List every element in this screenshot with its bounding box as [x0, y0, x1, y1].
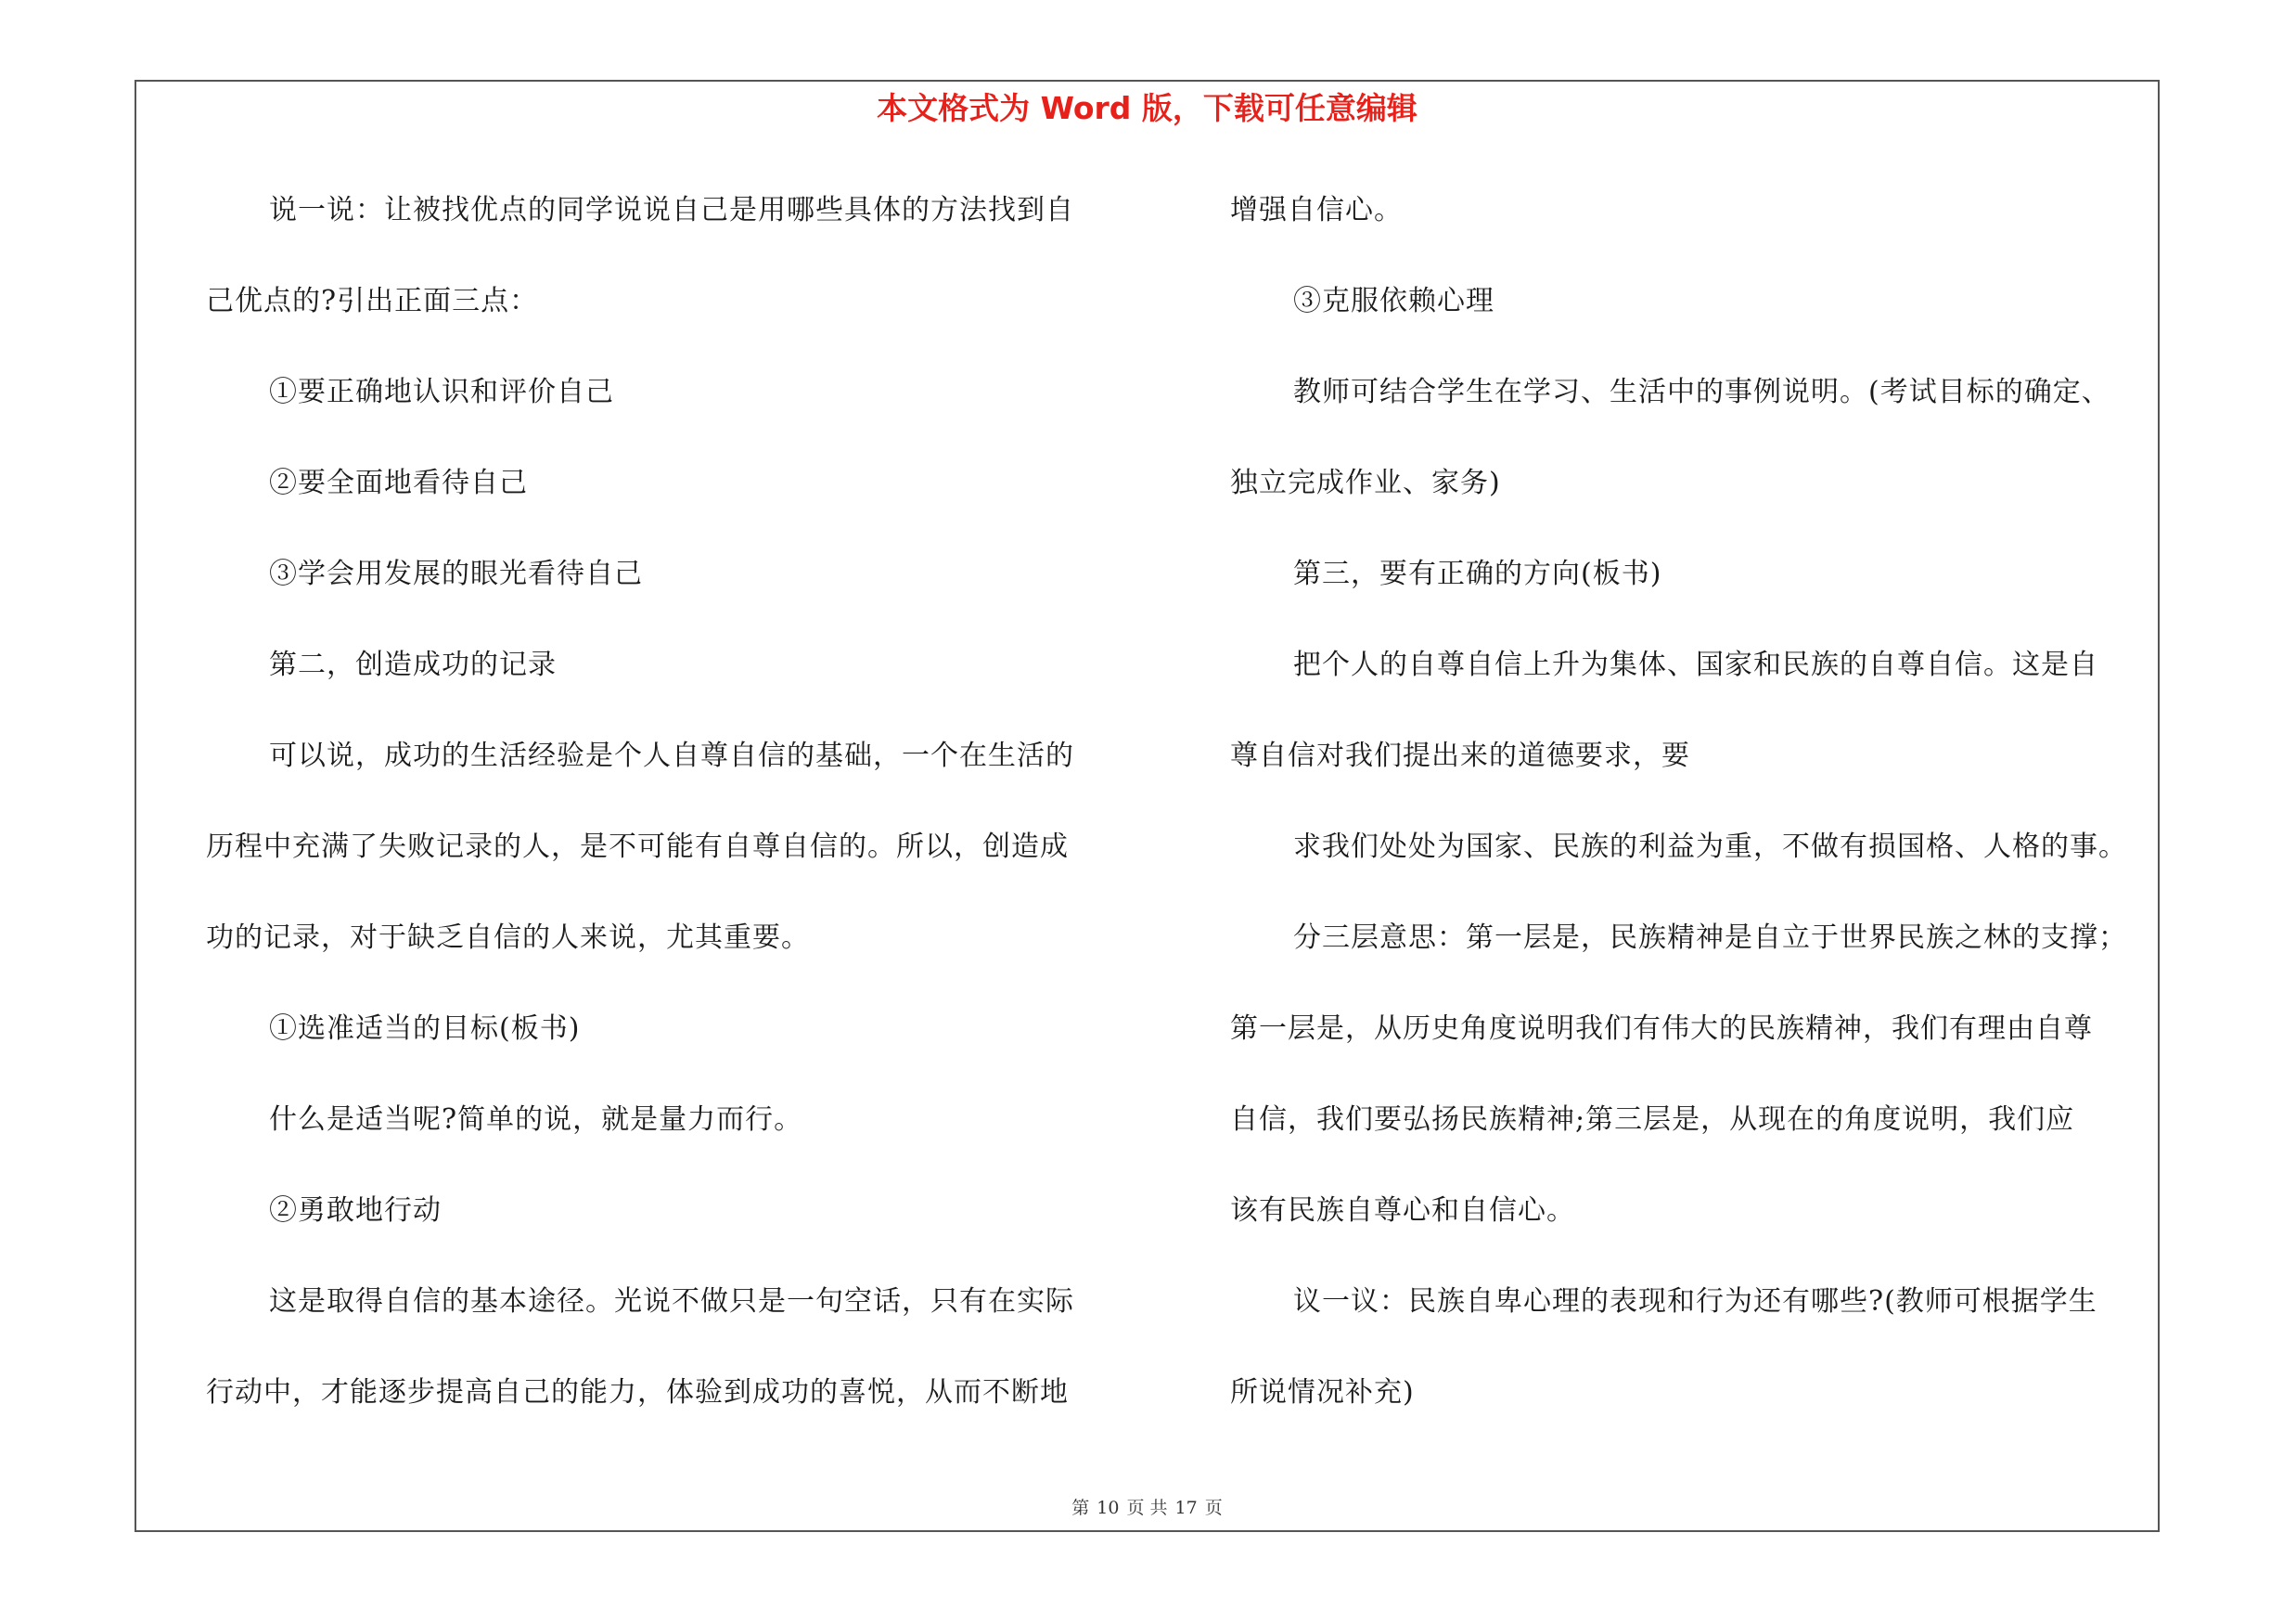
paragraph-line: 己优点的?引出正面三点： — [206, 285, 539, 317]
page-number-footer — [135, 1496, 2160, 1520]
left-column — [206, 165, 1134, 1438]
paragraph-line: ②勇敢地行动 — [269, 1194, 442, 1227]
paragraph-line: 该有民族自尊心和自信心。 — [1230, 1194, 1575, 1227]
right-column — [1230, 165, 2167, 1438]
paragraph-line: 第一层是，从历史角度说明我们有伟大的民族精神，我们有理由自尊 — [1230, 1012, 2093, 1045]
paragraph-line: 自信，我们要弘扬民族精神;第三层是，从现在的角度说明，我们应 — [1230, 1103, 2075, 1136]
paragraph-line: ③克服依赖心理 — [1293, 285, 1494, 317]
paragraph-line: 教师可结合学生在学习、生活中的事例说明。(考试目标的确定、 — [1293, 376, 2110, 408]
paragraph-line: 求我们处处为国家、民族的利益为重，不做有损国格、人格的事。 — [1293, 831, 2127, 863]
paragraph-line: 可以说，成功的生活经验是个人自尊自信的基础，一个在生活的 — [269, 740, 1074, 772]
footer-middle: 页 共 — [1126, 1498, 1168, 1518]
paragraph-line: 这是取得自信的基本途径。光说不做只是一句空话，只有在实际 — [269, 1285, 1074, 1318]
paragraph-line: 功的记录，对于缺乏自信的人来说，尤其重要。 — [206, 921, 810, 954]
footer-prefix: 第 — [1071, 1498, 1090, 1518]
paragraph-line: 行动中，才能逐步提高自己的能力，体验到成功的喜悦，从而不断地 — [206, 1376, 1069, 1409]
footer-suffix: 页 — [1204, 1498, 1223, 1518]
paragraph-line: ②要全面地看待自己 — [269, 467, 528, 499]
paragraph-line: 所说情况补充) — [1230, 1376, 1415, 1409]
paragraph-line: ①选准适当的目标(板书) — [269, 1012, 581, 1045]
word-format-banner: 本文格式为 Word 版，下载可任意编辑 — [877, 90, 1417, 126]
paragraph-line: 说一说：让被找优点的同学说说自己是用哪些具体的方法找到自 — [269, 194, 1074, 226]
footer-current-page: 10 — [1097, 1498, 1120, 1518]
paragraph-line: 独立完成作业、家务) — [1230, 467, 1501, 499]
paragraph-line: ①要正确地认识和评价自己 — [269, 376, 614, 408]
paragraph-line: 历程中充满了失败记录的人，是不可能有自尊自信的。所以，创造成 — [206, 831, 1069, 863]
paragraph-line: 尊自信对我们提出来的道德要求，要 — [1230, 740, 1690, 772]
footer-total-pages: 17 — [1174, 1498, 1198, 1518]
paragraph-line: 分三层意思：第一层是，民族精神是自立于世界民族之林的支撑； — [1293, 921, 2127, 954]
paragraph-line: ③学会用发展的眼光看待自己 — [269, 558, 643, 590]
paragraph-line: 第三，要有正确的方向(板书) — [1293, 558, 1662, 590]
paragraph-line: 议一议：民族自卑心理的表现和行为还有哪些?(教师可根据学生 — [1293, 1285, 2097, 1318]
paragraph-line: 把个人的自尊自信上升为集体、国家和民族的自尊自信。这是自 — [1293, 649, 2098, 681]
paragraph-line: 第二，创造成功的记录 — [269, 649, 557, 681]
paragraph-line: 增强自信心。 — [1230, 194, 1403, 226]
paragraph-line: 什么是适当呢?简单的说，就是量力而行。 — [269, 1103, 803, 1136]
